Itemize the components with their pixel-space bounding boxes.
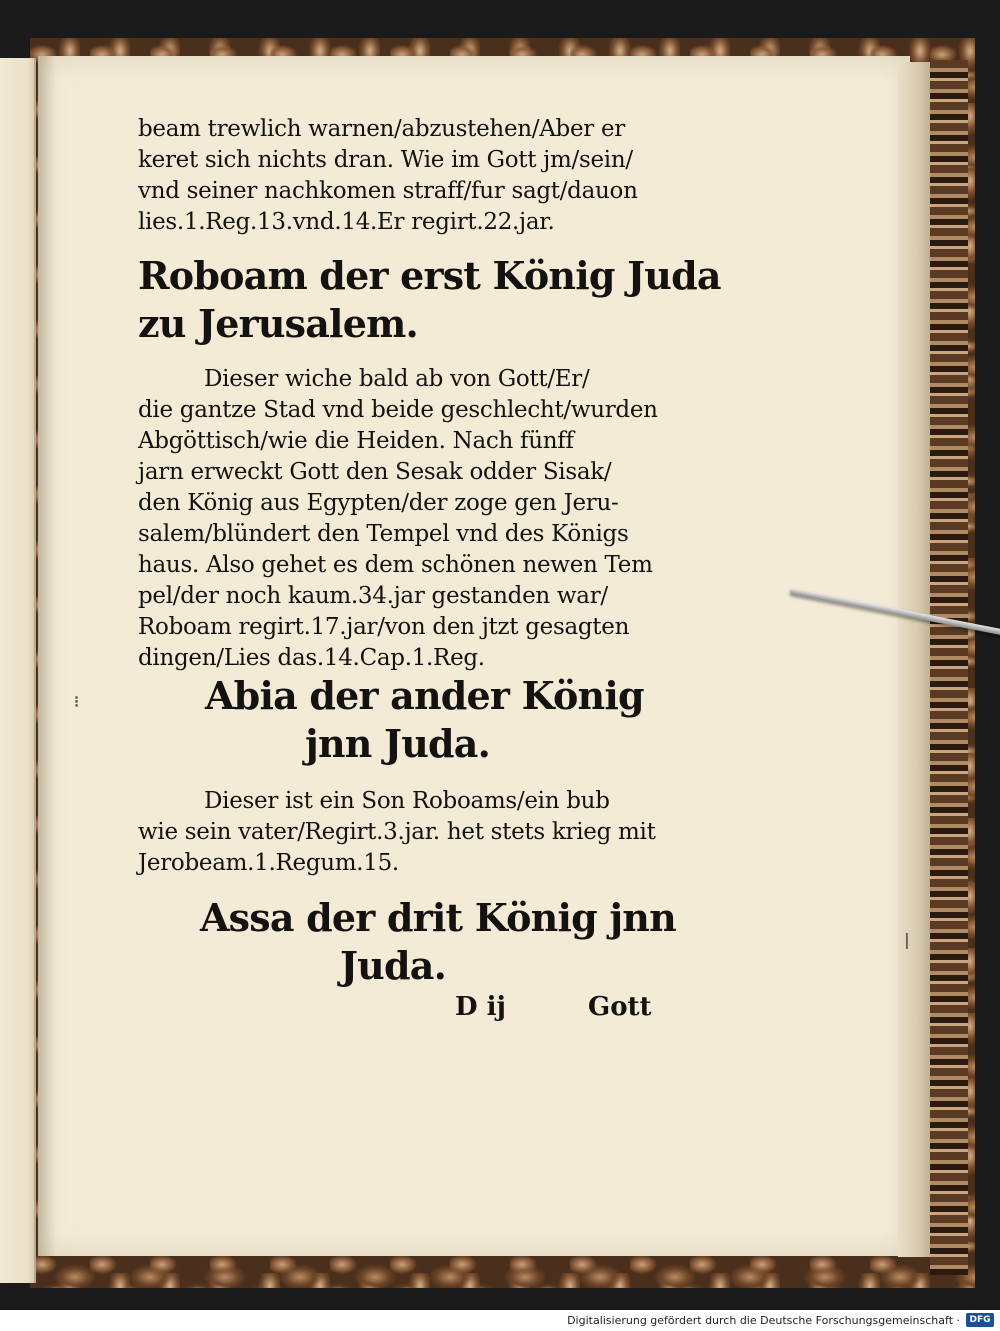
- text-line: Roboam regirt.17.jar/von den jtzt gesagten: [138, 614, 630, 640]
- footer-bar: [0, 1310, 1000, 1331]
- text-line: haus. Also gehet es dem schönen newen Tem: [138, 552, 653, 578]
- margin-mark: |: [904, 930, 910, 949]
- heading-roboam: [138, 252, 721, 348]
- heading-line: Roboam der erst König Juda: [138, 253, 721, 298]
- heading-assa: [200, 894, 720, 990]
- text-line: vnd seiner nachkomen straff/fur sagt/dauon: [138, 178, 638, 204]
- text-line: wie sein vater/Regirt.3.jar. het stets krieg mit: [138, 819, 656, 845]
- text-line: Abgöttisch/wie die Heiden. Nach fünff: [138, 428, 574, 454]
- passage-3: [138, 786, 658, 879]
- text-line: beam trewlich warnen/abzustehen/Aber er: [138, 116, 625, 142]
- text-line: den König aus Egypten/der zoge gen Jeru-: [138, 490, 619, 516]
- margin-mark: ⁝: [74, 692, 80, 711]
- catchword: Gott: [588, 992, 652, 1022]
- passage-1: [138, 114, 658, 238]
- passage-2: [138, 364, 658, 674]
- text-line: pel/der noch kaum.34.jar gestanden war/: [138, 583, 608, 609]
- text-line: Dieser ist ein Son Roboams/ein bub: [204, 788, 610, 814]
- page-fold-shadow: [38, 56, 56, 1256]
- page-edge: [898, 62, 930, 1257]
- text-line: Jerobeam.1.Regum.15.: [138, 850, 399, 876]
- heading-line: Assa der drit König jnn: [200, 895, 676, 940]
- heading-line: zu Jerusalem.: [138, 301, 418, 346]
- heading-line: jnn Juda.: [305, 721, 491, 766]
- text-line: salem/blündert den Tempel vnd des Königs: [138, 521, 629, 547]
- marbled-board-edge: [930, 60, 968, 1275]
- text-line: dingen/Lies das.14.Cap.1.Reg.: [138, 645, 485, 671]
- text-line: die gantze Stad vnd beide geschlecht/wurden: [138, 397, 658, 423]
- heading-line: Abia der ander König: [205, 673, 644, 718]
- heading-line: Juda.: [340, 943, 447, 988]
- signature-mark: D ij: [455, 992, 506, 1022]
- text-line: lies.1.Reg.13.vnd.14.Er regirt.22.jar.: [138, 209, 555, 235]
- dfg-logo-icon: DFG: [966, 1313, 994, 1327]
- text-line: keret sich nichts dran. Wie im Gott jm/sein/: [138, 147, 633, 173]
- text-line: Dieser wiche bald ab von Gott/Er/: [204, 366, 590, 392]
- left-facing-page: [0, 58, 36, 1283]
- funding-credit: Digitalisierung gefördert durch die Deutsche Forschungsgemeinschaft ·: [567, 1314, 960, 1327]
- heading-abia: [205, 672, 725, 768]
- text-line: jarn erweckt Gott den Sesak odder Sisak/: [138, 459, 612, 485]
